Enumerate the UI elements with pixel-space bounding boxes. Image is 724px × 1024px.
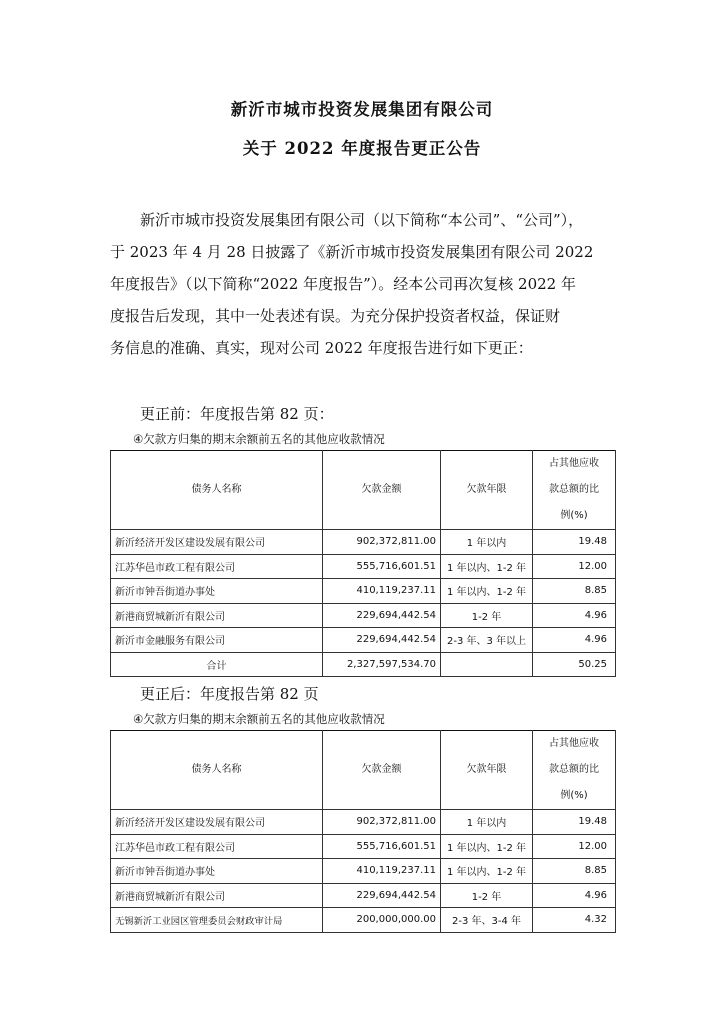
- cell-years: 1 年以内、1-2 年: [441, 554, 533, 579]
- cell-debtor: 新沂经济开发区建设发展有限公司: [111, 530, 323, 555]
- cell-total-years: [441, 652, 533, 677]
- cell-ratio: 8.85: [533, 579, 616, 604]
- table-row: [111, 859, 616, 884]
- header-amount: 欠款金额: [323, 451, 441, 530]
- cell-years: 2-3 年、3 年以上: [441, 628, 533, 653]
- header-amount: 欠款金额: [323, 731, 441, 810]
- intro-paragraph: [110, 204, 615, 364]
- table-row: [111, 628, 616, 653]
- after-table: [110, 730, 616, 933]
- header-ratio: [533, 451, 616, 530]
- cell-debtor: 江苏华邑市政工程有限公司: [111, 554, 323, 579]
- cell-amount: 902,372,811.00: [323, 810, 441, 835]
- table-row: [111, 554, 616, 579]
- header-years: 欠款年限: [441, 451, 533, 530]
- paragraph-line: 年度报告》（以下简称“2022 年度报告”）。经本公司再次复核 2022 年: [110, 275, 576, 293]
- cell-amount: 229,694,442.54: [323, 603, 441, 628]
- table-row: [111, 908, 616, 933]
- cell-amount: 555,716,601.51: [323, 834, 441, 859]
- cell-debtor: 新沂经济开发区建设发展有限公司: [111, 810, 323, 835]
- cell-debtor: 无锡新沂工业园区管理委员会财政审计局: [111, 908, 323, 933]
- cell-amount: 555,716,601.51: [323, 554, 441, 579]
- cell-amount: 229,694,442.54: [323, 628, 441, 653]
- after-table-caption: ④欠款方归集的期末余额前五名的其他应收款情况: [133, 712, 385, 726]
- cell-years: 1-2 年: [441, 883, 533, 908]
- header-debtor: 债务人名称: [111, 451, 323, 530]
- header-ratio-line3: 例(%): [560, 790, 588, 801]
- cell-amount: 229,694,442.54: [323, 883, 441, 908]
- cell-amount: 200,000,000.00: [323, 908, 441, 933]
- table-row: [111, 834, 616, 859]
- cell-ratio: 4.96: [533, 628, 616, 653]
- table-row: [111, 530, 616, 555]
- cell-years: 1 年以内: [441, 530, 533, 555]
- header-years: 欠款年限: [441, 731, 533, 810]
- cell-ratio: 19.48: [533, 530, 616, 555]
- cell-debtor: 新沂市钟吾街道办事处: [111, 579, 323, 604]
- header-debtor: 债务人名称: [111, 731, 323, 810]
- cell-amount: 410,119,237.11: [323, 579, 441, 604]
- header-ratio-line1: 占其他应收: [549, 738, 599, 749]
- cell-debtor: 新沂市钟吾街道办事处: [111, 859, 323, 884]
- table-header-row: [111, 731, 616, 810]
- paragraph-line: 于 2023 年 4 月 28 日披露了《新沂市城市投资发展集团有限公司 2022: [110, 243, 594, 261]
- paragraph-line: 务信息的准确、真实，现对公司 2022 年度报告进行如下更正：: [110, 339, 533, 357]
- cell-ratio: 12.00: [533, 834, 616, 859]
- cell-total-label: 合计: [111, 652, 323, 677]
- before-section-label: 更正前：年度报告第 82 页：: [140, 405, 334, 423]
- table-total-row: [111, 652, 616, 677]
- announcement-title-subject: 关于 2022 年度报告更正公告: [242, 139, 482, 158]
- cell-years: 1-2 年: [441, 603, 533, 628]
- table-header-row: [111, 451, 616, 530]
- cell-years: 1 年以内、1-2 年: [441, 859, 533, 884]
- before-table: [110, 450, 616, 677]
- header-ratio-line1: 占其他应收: [549, 458, 599, 469]
- cell-total-amount: 2,327,597,534.70: [323, 652, 441, 677]
- cell-debtor: 新港商贸城新沂有限公司: [111, 883, 323, 908]
- cell-ratio: 19.48: [533, 810, 616, 835]
- cell-ratio: 4.96: [533, 883, 616, 908]
- cell-debtor: 新港商贸城新沂有限公司: [111, 603, 323, 628]
- cell-total-ratio: 50.25: [533, 652, 616, 677]
- cell-ratio: 8.85: [533, 859, 616, 884]
- table-row: [111, 603, 616, 628]
- cell-years: 1 年以内、1-2 年: [441, 834, 533, 859]
- cell-years: 1 年以内: [441, 810, 533, 835]
- header-ratio-line2: 款总额的比: [549, 764, 599, 775]
- announcement-title-company: 新沂市城市投资发展集团有限公司: [230, 100, 494, 119]
- paragraph-line: 新沂市城市投资发展集团有限公司（以下简称“本公司”、“公司”），: [140, 211, 584, 229]
- cell-years: 1 年以内、1-2 年: [441, 579, 533, 604]
- before-table-caption: ④欠款方归集的期末余额前五名的其他应收款情况: [133, 432, 385, 446]
- paragraph-line: 度报告后发现，其中一处表述有误。为充分保护投资者权益，保证财: [110, 307, 561, 325]
- after-section-label: 更正后：年度报告第 82 页: [140, 685, 319, 703]
- cell-years: 2-3 年、3-4 年: [441, 908, 533, 933]
- table-row: [111, 883, 616, 908]
- cell-debtor: 新沂市金融服务有限公司: [111, 628, 323, 653]
- cell-ratio: 4.96: [533, 603, 616, 628]
- header-ratio-line3: 例(%): [560, 510, 588, 521]
- cell-ratio: 12.00: [533, 554, 616, 579]
- cell-amount: 410,119,237.11: [323, 859, 441, 884]
- cell-ratio: 4.32: [533, 908, 616, 933]
- cell-debtor: 江苏华邑市政工程有限公司: [111, 834, 323, 859]
- table-row: [111, 810, 616, 835]
- header-ratio-line2: 款总额的比: [549, 484, 599, 495]
- cell-amount: 902,372,811.00: [323, 530, 441, 555]
- header-ratio: [533, 731, 616, 810]
- table-row: [111, 579, 616, 604]
